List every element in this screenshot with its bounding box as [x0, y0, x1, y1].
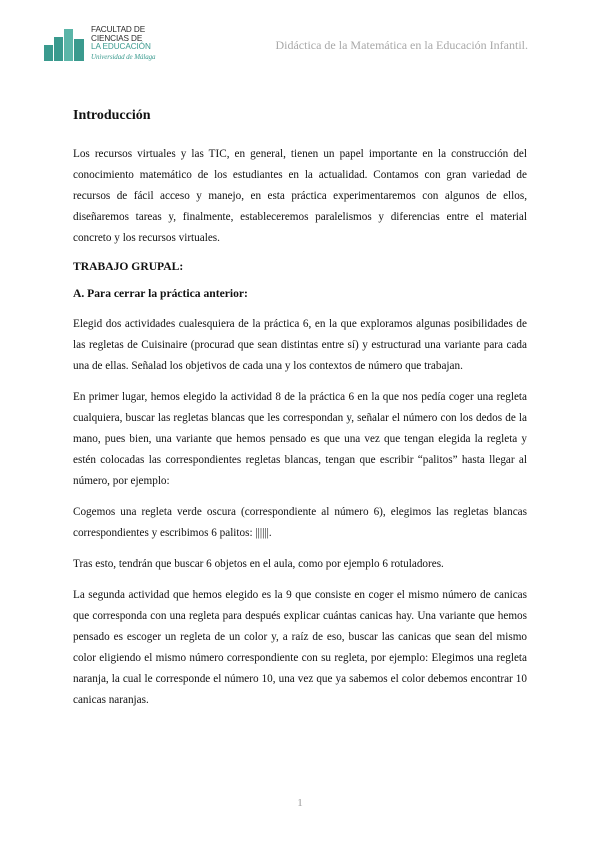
running-header: Didáctica de la Matemática en la Educación Infantil. [275, 38, 528, 52]
faculty-logo-text [91, 26, 155, 61]
paragraph: Elegid dos actividades cualesquiera de la práctica 6, en la que exploramos algunas posibilidades de las regletas de Cuisinaire (procurad que sean distintas entre sí) y estructurad una variante para cada una de ellas. Señalad los objetivos de cada una y los contextos de número que trabajan. [73, 318, 527, 372]
paragraph: Cogemos una regleta verde oscura (correspondiente al número 6), elegimos las regletas blancas correspondientes y escribimos 6 palitos: ||||||. [73, 506, 527, 539]
faculty-logo [44, 26, 159, 66]
page-number: 1 [297, 797, 303, 809]
logo-line: LA EDUCACIÓN [91, 42, 151, 52]
intro-paragraph: Los recursos virtuales y las TIC, en general, tienen un papel importante en la construcción del conocimiento matemático de los estudiantes en la actualidad. Contamos con gran variedad de recursos de fácil acceso y manejo, en esta práctica experimentaremos con algunos de ellos, diseñaremos tareas y, finalmente, estableceremos paralelismos y diferencias entre el material concreto y los recursos virtuales. [73, 148, 527, 244]
subsection-heading: A. Para cerrar la práctica anterior: [73, 287, 248, 300]
logo-line: CIENCIAS DE [91, 33, 143, 43]
section-heading: Introducción [73, 108, 151, 123]
logo-line: FACULTAD DE [91, 25, 146, 34]
group-work-heading: TRABAJO GRUPAL: [73, 260, 184, 273]
paragraph: Tras esto, tendrán que buscar 6 objetos en el aula, como por ejemplo 6 rotuladores. [73, 558, 444, 570]
faculty-logo-icon [44, 29, 84, 61]
document-body [73, 108, 527, 721]
logo-university-line: Universidad de Málaga [91, 52, 156, 61]
paragraph: En primer lugar, hemos elegido la actividad 8 de la práctica 6 en la que nos pedía coger una regleta cualquiera, buscar las regletas blancas que les correspondan y, señalar el número con los dedos de la mano, pues bien, una variante que hemos pensado es que una vez que tengan elegida la regleta y estén colocadas las correspondientes regletas blancas, tengan que escribir “palitos” hasta llegar al número, por ejemplo: [73, 391, 527, 487]
paragraph: La segunda actividad que hemos elegido es la 9 que consiste en coger el mismo número de canicas que corresponda con una regleta para después explicar cuántas canicas hay. Una variante que hemos pensado es escoger un regleta de un color y, a raíz de eso, buscar las canicas que sean del mismo color eligiendo el mismo número correspondiente con su regleta, por ejemplo: Elegimos una regleta naranja, la cual le corresponde el número 10, una vez que ya sabemos el color debemos encontrar 10 canicas naranjas. [73, 589, 527, 706]
